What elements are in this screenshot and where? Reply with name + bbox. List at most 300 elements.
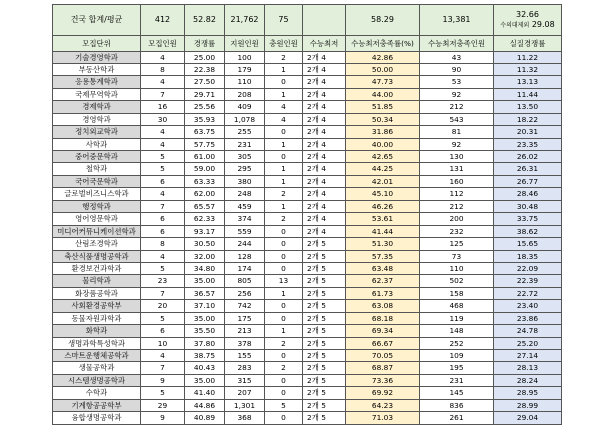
- meet-count-cell: 145: [420, 387, 494, 399]
- unit-cell: 경영학과: [53, 113, 141, 125]
- meet-count-cell: 125: [420, 238, 494, 250]
- ratio-cell: 70.05: [346, 350, 420, 362]
- unit-cell: 물리학과: [53, 275, 141, 287]
- real-competition-cell: 23.35: [494, 138, 562, 150]
- additional-cell: 2: [265, 188, 303, 200]
- applicants-cell: 155: [225, 350, 265, 362]
- table-row: [53, 51, 562, 63]
- applicants-cell: 175: [225, 312, 265, 324]
- meet-count-cell: 160: [420, 175, 494, 187]
- additional-cell: 2: [265, 213, 303, 225]
- applicants-cell: 559: [225, 225, 265, 237]
- additional-cell: 2: [265, 337, 303, 349]
- recruit-cell: 4: [141, 188, 185, 200]
- table-row: [53, 250, 562, 262]
- competition-cell: 32.00: [185, 250, 225, 262]
- table-row: [53, 412, 562, 424]
- competition-cell: 61.00: [185, 151, 225, 163]
- meet-count-cell: 90: [420, 63, 494, 75]
- unit-cell: 기계항공공학부: [53, 399, 141, 411]
- ratio-cell: 69.92: [346, 387, 420, 399]
- competition-cell: 93.17: [185, 225, 225, 237]
- additional-cell: 0: [265, 126, 303, 138]
- real-competition-cell: 28.24: [494, 374, 562, 386]
- table-row: [53, 101, 562, 113]
- ratio-cell: 73.36: [346, 374, 420, 386]
- real-competition-cell: 28.95: [494, 387, 562, 399]
- table-row: [53, 163, 562, 175]
- meet-count-cell: 130: [420, 151, 494, 163]
- table-row: [53, 238, 562, 250]
- unit-cell: 융합생명공학과: [53, 412, 141, 424]
- applicants-cell: 1,078: [225, 113, 265, 125]
- recruit-cell: 6: [141, 225, 185, 237]
- meet-count-cell: 53: [420, 76, 494, 88]
- competition-cell: 63.33: [185, 175, 225, 187]
- table-row: [53, 312, 562, 324]
- meet-count-cell: 110: [420, 262, 494, 274]
- table-row: [53, 275, 562, 287]
- unit-cell: 중어중문학과: [53, 151, 141, 163]
- competition-cell: 27.50: [185, 76, 225, 88]
- criteria-cell: 2개 5: [303, 362, 346, 374]
- meet-count-cell: 73: [420, 250, 494, 262]
- real-competition-cell: 38.62: [494, 225, 562, 237]
- table-row: [53, 374, 562, 386]
- ratio-cell: 44.00: [346, 88, 420, 100]
- recruit-cell: 4: [141, 350, 185, 362]
- table-row: [53, 337, 562, 349]
- meet-count-cell: 112: [420, 188, 494, 200]
- additional-cell: 2: [265, 51, 303, 63]
- applicants-cell: 378: [225, 337, 265, 349]
- unit-cell: 환경보건과학과: [53, 262, 141, 274]
- competition-cell: 38.75: [185, 350, 225, 362]
- summary-label: 건국 합계/평균: [53, 5, 141, 36]
- criteria-cell: 2개 5: [303, 325, 346, 337]
- applicants-cell: 174: [225, 262, 265, 274]
- applicants-cell: 255: [225, 126, 265, 138]
- table-row: [53, 387, 562, 399]
- additional-cell: 0: [265, 250, 303, 262]
- additional-cell: 4: [265, 101, 303, 113]
- recruit-cell: 6: [141, 325, 185, 337]
- summary-real-competition: [494, 5, 562, 36]
- ratio-cell: 50.34: [346, 113, 420, 125]
- real-competition-cell: 11.44: [494, 88, 562, 100]
- summary-real-note: 수의대제외: [500, 22, 530, 29]
- applicants-cell: 805: [225, 275, 265, 287]
- unit-cell: 생물공학과: [53, 362, 141, 374]
- applicants-cell: 100: [225, 51, 265, 63]
- real-competition-cell: 22.72: [494, 287, 562, 299]
- additional-cell: 1: [265, 200, 303, 212]
- table-row: [53, 200, 562, 212]
- unit-cell: 스마트운행체공학과: [53, 350, 141, 362]
- meet-count-cell: 212: [420, 200, 494, 212]
- unit-cell: 철학과: [53, 163, 141, 175]
- competition-cell: 62.00: [185, 188, 225, 200]
- unit-cell: 사학과: [53, 138, 141, 150]
- meet-count-cell: 543: [420, 113, 494, 125]
- summary-meet-count: 13,381: [420, 5, 494, 36]
- competition-cell: 59.00: [185, 163, 225, 175]
- recruit-cell: 5: [141, 262, 185, 274]
- competition-cell: 40.89: [185, 412, 225, 424]
- real-competition-cell: 13.50: [494, 101, 562, 113]
- criteria-cell: 2개 4: [303, 51, 346, 63]
- table-row: [53, 126, 562, 138]
- additional-cell: 0: [265, 262, 303, 274]
- recruit-cell: 20: [141, 300, 185, 312]
- table-row: [53, 362, 562, 374]
- table-row: [53, 88, 562, 100]
- real-competition-cell: 25.20: [494, 337, 562, 349]
- recruit-cell: 29: [141, 399, 185, 411]
- recruit-cell: 4: [141, 250, 185, 262]
- ratio-cell: 51.85: [346, 101, 420, 113]
- meet-count-cell: 158: [420, 287, 494, 299]
- meet-count-cell: 502: [420, 275, 494, 287]
- real-competition-cell: 23.86: [494, 312, 562, 324]
- criteria-cell: 2개 4: [303, 88, 346, 100]
- competition-cell: 35.00: [185, 374, 225, 386]
- applicants-cell: 207: [225, 387, 265, 399]
- applicants-cell: 244: [225, 238, 265, 250]
- criteria-cell: 2개 4: [303, 126, 346, 138]
- column-header: 수능최저: [303, 36, 346, 52]
- ratio-cell: 45.10: [346, 188, 420, 200]
- unit-cell: 부동산학과: [53, 63, 141, 75]
- applicants-cell: 459: [225, 200, 265, 212]
- meet-count-cell: 148: [420, 325, 494, 337]
- additional-cell: 0: [265, 412, 303, 424]
- ratio-cell: 69.34: [346, 325, 420, 337]
- additional-cell: 0: [265, 350, 303, 362]
- ratio-cell: 63.48: [346, 262, 420, 274]
- real-competition-cell: 11.22: [494, 51, 562, 63]
- summary-criteria: [303, 5, 346, 36]
- applicants-cell: 213: [225, 325, 265, 337]
- unit-cell: 미디어커뮤니케이션학과: [53, 225, 141, 237]
- summary-competition: 52.82: [185, 5, 225, 36]
- competition-cell: 41.40: [185, 387, 225, 399]
- real-competition-cell: 33.75: [494, 213, 562, 225]
- applicants-cell: 128: [225, 250, 265, 262]
- real-competition-cell: 23.40: [494, 300, 562, 312]
- ratio-cell: 51.30: [346, 238, 420, 250]
- real-competition-cell: 13.13: [494, 76, 562, 88]
- table-row: [53, 262, 562, 274]
- criteria-cell: 2개 5: [303, 350, 346, 362]
- recruit-cell: 23: [141, 275, 185, 287]
- competition-cell: 44.86: [185, 399, 225, 411]
- applicants-cell: 305: [225, 151, 265, 163]
- unit-cell: 동물자원과학과: [53, 312, 141, 324]
- unit-cell: 정치외교학과: [53, 126, 141, 138]
- recruit-cell: 5: [141, 151, 185, 163]
- column-header: 모집인원: [141, 36, 185, 52]
- summary-real-top: 32.66: [516, 10, 539, 19]
- meet-count-cell: 252: [420, 337, 494, 349]
- additional-cell: 1: [265, 175, 303, 187]
- applicants-cell: 295: [225, 163, 265, 175]
- real-competition-cell: 26.77: [494, 175, 562, 187]
- ratio-cell: 41.44: [346, 225, 420, 237]
- ratio-cell: 71.03: [346, 412, 420, 424]
- applicants-cell: 256: [225, 287, 265, 299]
- additional-cell: 4: [265, 113, 303, 125]
- criteria-cell: 2개 5: [303, 262, 346, 274]
- competition-cell: 63.75: [185, 126, 225, 138]
- meet-count-cell: 92: [420, 138, 494, 150]
- real-competition-cell: 15.65: [494, 238, 562, 250]
- applicants-cell: 208: [225, 88, 265, 100]
- competition-cell: 40.43: [185, 362, 225, 374]
- unit-cell: 축산식품생명공학과: [53, 250, 141, 262]
- applicants-cell: 248: [225, 188, 265, 200]
- ratio-cell: 42.86: [346, 51, 420, 63]
- additional-cell: 0: [265, 76, 303, 88]
- criteria-cell: 2개 4: [303, 76, 346, 88]
- unit-cell: 생명과학특성학과: [53, 337, 141, 349]
- recruit-cell: 4: [141, 51, 185, 63]
- ratio-cell: 68.87: [346, 362, 420, 374]
- additional-cell: 0: [265, 312, 303, 324]
- real-competition-cell: 22.09: [494, 262, 562, 274]
- additional-cell: 0: [265, 238, 303, 250]
- criteria-cell: 2개 5: [303, 250, 346, 262]
- meet-count-cell: 232: [420, 225, 494, 237]
- competition-cell: 36.57: [185, 287, 225, 299]
- recruit-cell: 5: [141, 163, 185, 175]
- applicants-cell: 110: [225, 76, 265, 88]
- meet-count-cell: 231: [420, 374, 494, 386]
- criteria-cell: 2개 5: [303, 287, 346, 299]
- additional-cell: 13: [265, 275, 303, 287]
- unit-cell: 글로벌비즈니스학과: [53, 188, 141, 200]
- recruit-cell: 4: [141, 126, 185, 138]
- table-row: [53, 213, 562, 225]
- meet-count-cell: 468: [420, 300, 494, 312]
- meet-count-cell: 92: [420, 88, 494, 100]
- recruit-cell: 7: [141, 200, 185, 212]
- additional-cell: 0: [265, 300, 303, 312]
- column-header: 경쟁률: [185, 36, 225, 52]
- ratio-cell: 62.37: [346, 275, 420, 287]
- ratio-cell: 53.61: [346, 213, 420, 225]
- recruit-cell: 9: [141, 374, 185, 386]
- recruit-cell: 4: [141, 138, 185, 150]
- ratio-cell: 61.73: [346, 287, 420, 299]
- unit-cell: 수학과: [53, 387, 141, 399]
- real-competition-cell: 11.32: [494, 63, 562, 75]
- meet-count-cell: 81: [420, 126, 494, 138]
- recruit-cell: 10: [141, 337, 185, 349]
- additional-cell: 0: [265, 225, 303, 237]
- real-competition-cell: 30.48: [494, 200, 562, 212]
- meet-count-cell: 195: [420, 362, 494, 374]
- competition-cell: 65.57: [185, 200, 225, 212]
- recruit-cell: 4: [141, 76, 185, 88]
- real-competition-cell: 28.13: [494, 362, 562, 374]
- table-row: [53, 399, 562, 411]
- column-header: 충원인원: [265, 36, 303, 52]
- real-competition-cell: 26.02: [494, 151, 562, 163]
- meet-count-cell: 200: [420, 213, 494, 225]
- criteria-cell: 2개 4: [303, 200, 346, 212]
- summary-row: [53, 5, 562, 36]
- criteria-cell: 2개 5: [303, 399, 346, 411]
- table-row: [53, 151, 562, 163]
- real-competition-cell: 28.99: [494, 399, 562, 411]
- additional-cell: 5: [265, 399, 303, 411]
- competition-cell: 35.50: [185, 325, 225, 337]
- ratio-cell: 50.00: [346, 63, 420, 75]
- column-header: 지원인원: [225, 36, 265, 52]
- criteria-cell: 2개 4: [303, 151, 346, 163]
- column-header: 수능최저충족인원: [420, 36, 494, 52]
- meet-count-cell: 212: [420, 101, 494, 113]
- criteria-cell: 2개 4: [303, 163, 346, 175]
- applicants-cell: 368: [225, 412, 265, 424]
- summary-applicants: 21,762: [225, 5, 265, 36]
- criteria-cell: 2개 5: [303, 374, 346, 386]
- table-row: [53, 188, 562, 200]
- admission-stats-table: [52, 4, 562, 425]
- unit-cell: 영어영문학과: [53, 213, 141, 225]
- additional-cell: 1: [265, 287, 303, 299]
- meet-count-cell: 43: [420, 51, 494, 63]
- competition-cell: 57.75: [185, 138, 225, 150]
- meet-count-cell: 836: [420, 399, 494, 411]
- additional-cell: 0: [265, 374, 303, 386]
- table-row: [53, 300, 562, 312]
- real-competition-cell: 26.31: [494, 163, 562, 175]
- ratio-cell: 46.26: [346, 200, 420, 212]
- ratio-cell: 44.25: [346, 163, 420, 175]
- ratio-cell: 40.00: [346, 138, 420, 150]
- recruit-cell: 8: [141, 63, 185, 75]
- ratio-cell: 64.23: [346, 399, 420, 411]
- unit-cell: 산림조경학과: [53, 238, 141, 250]
- criteria-cell: 2개 4: [303, 113, 346, 125]
- competition-cell: 22.38: [185, 63, 225, 75]
- recruit-cell: 7: [141, 362, 185, 374]
- recruit-cell: 30: [141, 113, 185, 125]
- meet-count-cell: 119: [420, 312, 494, 324]
- applicants-cell: 179: [225, 63, 265, 75]
- table-row: [53, 76, 562, 88]
- criteria-cell: 2개 5: [303, 412, 346, 424]
- competition-cell: 30.50: [185, 238, 225, 250]
- criteria-cell: 2개 4: [303, 213, 346, 225]
- competition-cell: 35.00: [185, 312, 225, 324]
- real-competition-cell: 29.04: [494, 412, 562, 424]
- criteria-cell: 2개 5: [303, 300, 346, 312]
- criteria-cell: 2개 4: [303, 101, 346, 113]
- ratio-cell: 42.01: [346, 175, 420, 187]
- unit-cell: 사회환경공학부: [53, 300, 141, 312]
- table-row: [53, 287, 562, 299]
- competition-cell: 29.71: [185, 88, 225, 100]
- additional-cell: 1: [265, 138, 303, 150]
- criteria-cell: 2개 5: [303, 238, 346, 250]
- recruit-cell: 8: [141, 238, 185, 250]
- unit-cell: 화학과: [53, 325, 141, 337]
- ratio-cell: 31.86: [346, 126, 420, 138]
- applicants-cell: 409: [225, 101, 265, 113]
- meet-count-cell: 261: [420, 412, 494, 424]
- unit-cell: 경제학과: [53, 101, 141, 113]
- ratio-cell: 57.35: [346, 250, 420, 262]
- additional-cell: 1: [265, 63, 303, 75]
- unit-cell: 국제무역학과: [53, 88, 141, 100]
- column-header: 실질경쟁률: [494, 36, 562, 52]
- recruit-cell: 7: [141, 287, 185, 299]
- unit-cell: 화장품공학과: [53, 287, 141, 299]
- competition-cell: 34.80: [185, 262, 225, 274]
- unit-cell: 기술경영학과: [53, 51, 141, 63]
- column-header: 모집단위: [53, 36, 141, 52]
- criteria-cell: 2개 4: [303, 175, 346, 187]
- applicants-cell: 315: [225, 374, 265, 386]
- competition-cell: 37.80: [185, 337, 225, 349]
- meet-count-cell: 109: [420, 350, 494, 362]
- criteria-cell: 2개 4: [303, 63, 346, 75]
- table-row: [53, 325, 562, 337]
- summary-recruit: 412: [141, 5, 185, 36]
- unit-cell: 응용통계학과: [53, 76, 141, 88]
- criteria-cell: 2개 5: [303, 312, 346, 324]
- criteria-cell: 2개 5: [303, 387, 346, 399]
- recruit-cell: 16: [141, 101, 185, 113]
- table-row: [53, 138, 562, 150]
- competition-cell: 62.33: [185, 213, 225, 225]
- ratio-cell: 42.65: [346, 151, 420, 163]
- table-row: [53, 225, 562, 237]
- applicants-cell: 283: [225, 362, 265, 374]
- criteria-cell: 2개 5: [303, 275, 346, 287]
- real-competition-cell: 27.14: [494, 350, 562, 362]
- recruit-cell: 6: [141, 213, 185, 225]
- competition-cell: 35.00: [185, 275, 225, 287]
- applicants-cell: 380: [225, 175, 265, 187]
- criteria-cell: 2개 4: [303, 225, 346, 237]
- applicants-cell: 374: [225, 213, 265, 225]
- additional-cell: 1: [265, 88, 303, 100]
- competition-cell: 35.93: [185, 113, 225, 125]
- criteria-cell: 2개 4: [303, 138, 346, 150]
- additional-cell: 1: [265, 325, 303, 337]
- table-row: [53, 175, 562, 187]
- competition-cell: 37.10: [185, 300, 225, 312]
- applicants-cell: 231: [225, 138, 265, 150]
- column-header: 수능최저충족률(%): [346, 36, 420, 52]
- recruit-cell: 5: [141, 312, 185, 324]
- real-competition-cell: 24.78: [494, 325, 562, 337]
- unit-cell: 국어국문학과: [53, 175, 141, 187]
- applicants-cell: 1,301: [225, 399, 265, 411]
- header-row: [53, 36, 562, 52]
- recruit-cell: 7: [141, 88, 185, 100]
- competition-cell: 25.56: [185, 101, 225, 113]
- unit-cell: 행정학과: [53, 200, 141, 212]
- real-competition-cell: 20.31: [494, 126, 562, 138]
- recruit-cell: 9: [141, 412, 185, 424]
- ratio-cell: 63.08: [346, 300, 420, 312]
- table-row: [53, 63, 562, 75]
